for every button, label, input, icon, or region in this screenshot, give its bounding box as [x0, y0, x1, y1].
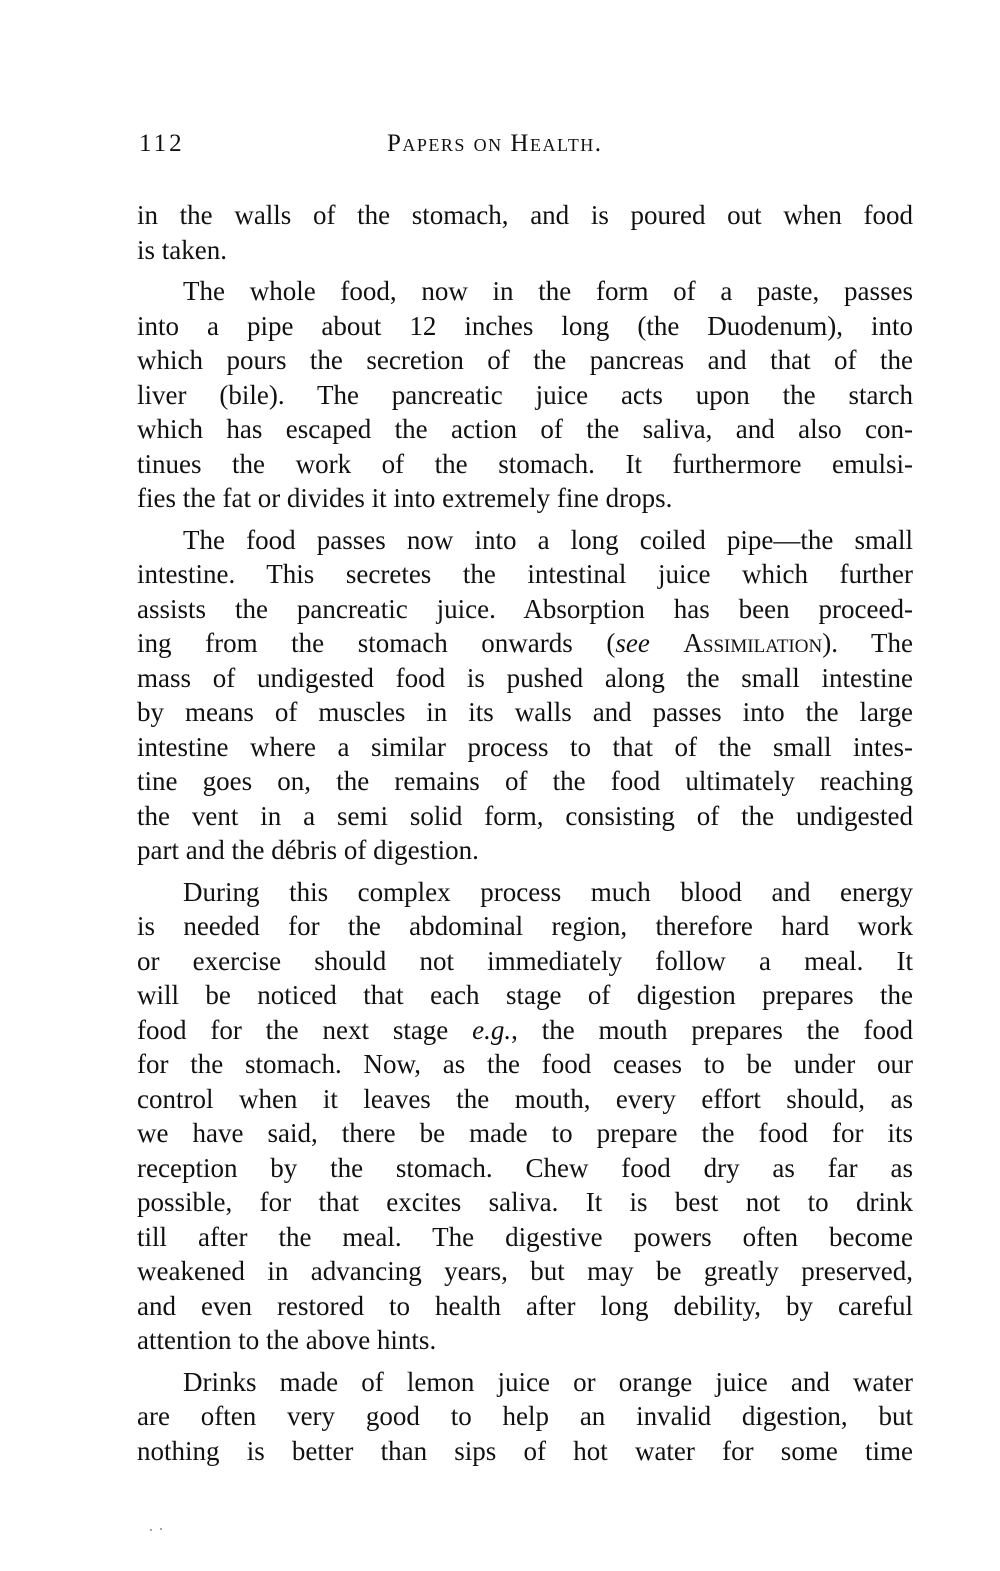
text-line: into a pipe about 12 inches long (the Duodenum), into	[137, 310, 913, 341]
text-line: intestine where a similar process to that of the small intes-	[137, 731, 913, 762]
text-line: by means of muscles in its walls and passes into the large	[137, 697, 913, 727]
paragraph-complex-process	[137, 875, 913, 1358]
text-fragment: ing from the stomach onwards (	[137, 628, 616, 658]
text-line: are often very good to help an invalid digestion, but	[137, 1401, 913, 1431]
text-line: Drinks made of lemon juice or orange juice and water	[183, 1366, 913, 1397]
body-text	[137, 198, 913, 1468]
page-number: 112	[139, 130, 185, 157]
text-line: The food passes now into a long coiled pipe—the small	[183, 524, 913, 555]
text-line: till after the meal. The digestive powers often become	[137, 1221, 913, 1252]
text-line: nothing is better than sips of hot water for some time	[137, 1435, 913, 1466]
scan-specks	[150, 1527, 190, 1533]
text-line: and even restored to health after long debility, by careful	[137, 1290, 913, 1321]
text-line: is needed for the abdominal region, therefore hard work	[137, 911, 913, 941]
text-line: reception by the stomach. Chew food dry as far as	[137, 1152, 913, 1183]
text-line: which has escaped the action of the saliva, and also con-	[137, 414, 913, 444]
text-line: mass of undigested food is pushed along the small intestine	[137, 662, 913, 693]
cross-reference-assimilation: Assimilation	[683, 628, 823, 658]
text-line: attention to the above hints.	[137, 1325, 437, 1355]
paragraph-continuation	[137, 198, 913, 267]
see-italic: see	[615, 628, 650, 658]
text-line: possible, for that excites saliva. It is best not to drink	[137, 1187, 913, 1217]
text-line: intestine. This secretes the intestinal juice which further	[137, 559, 913, 589]
text-line: During this complex process much blood and energy	[183, 876, 913, 907]
text-fragment: food for the next stage	[137, 1014, 473, 1045]
text-line-with-cross-reference	[137, 626, 913, 661]
text-line: in the walls of the stomach, and is poured out when food	[137, 200, 913, 230]
text-line: the vent in a semi solid form, consisting of the undigested	[137, 800, 913, 831]
text-line: which pours the secretion of the pancreas and that of the	[137, 345, 913, 375]
text-line: part and the débris of digestion.	[137, 835, 479, 865]
text-line: weakened in advancing years, but may be greatly preserved,	[137, 1256, 913, 1286]
speck-mark	[150, 1529, 152, 1531]
text-fragment: ). The	[822, 628, 914, 658]
eg-italic: e.g.	[472, 1014, 512, 1045]
running-title: Papers on Health.	[387, 130, 603, 157]
text-line: or exercise should not immediately follow a meal. It	[137, 945, 913, 976]
text-line-with-italic	[137, 1013, 913, 1048]
text-line: assists the pancreatic juice. Absorption has been proceed-	[137, 593, 913, 624]
text-line: tine goes on, the remains of the food ultimately reaching	[137, 766, 913, 796]
paragraph-drinks	[137, 1365, 913, 1469]
text-line: tinues the work of the stomach. It furthermore emulsi-	[137, 448, 913, 479]
text-line: is taken.	[137, 234, 227, 265]
speck-mark	[160, 1528, 162, 1530]
text-line: we have said, there be made to prepare the food for its	[137, 1118, 913, 1148]
paragraph-duodenum	[137, 274, 913, 516]
text-line: for the stomach. Now, as the food ceases to be under our	[137, 1049, 913, 1079]
book-page	[137, 128, 913, 1468]
text-line: control when it leaves the mouth, every effort should, as	[137, 1083, 913, 1114]
text-fragment: , the mouth prepares the food	[511, 1014, 913, 1045]
text-line: fies the fat or divides it into extremely fine drops.	[137, 483, 673, 513]
running-header	[137, 128, 913, 168]
paragraph-small-intestine	[137, 523, 913, 868]
text-line: The whole food, now in the form of a paste, passes	[183, 276, 913, 306]
text-line: will be noticed that each stage of digestion prepares the	[137, 980, 913, 1010]
text-line: liver (bile). The pancreatic juice acts upon the starch	[137, 379, 913, 410]
